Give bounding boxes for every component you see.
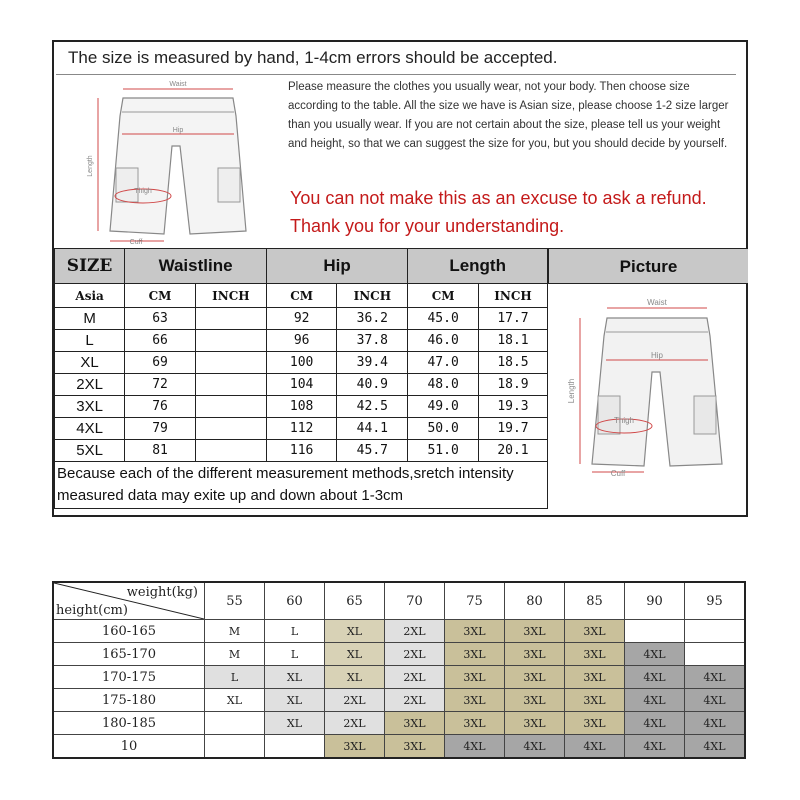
- size-suggestion: 3XL: [385, 712, 445, 735]
- size-table: [54, 248, 548, 509]
- size-suggestion: 4XL: [625, 643, 685, 666]
- hip-label: Hip: [172, 127, 184, 134]
- thigh-label: Thigh: [134, 188, 152, 195]
- size-suggestion: 2XL: [385, 620, 445, 643]
- size-suggestion: [205, 735, 265, 759]
- size-suggestion: XL: [265, 666, 325, 689]
- refund-line-2: Thank you for your understanding.: [290, 216, 565, 236]
- size-value: 72: [125, 374, 196, 396]
- size-suggestion: L: [265, 643, 325, 666]
- size-label: 2XL: [55, 374, 125, 396]
- size-value: [195, 418, 266, 440]
- size-row: [55, 418, 548, 440]
- size-value: 20.1: [478, 440, 547, 462]
- size-value: 112: [266, 418, 336, 440]
- fit-row: [53, 712, 745, 735]
- col-waistline: Waistline: [125, 249, 267, 284]
- size-value: 45.0: [408, 308, 479, 330]
- size-suggestion: XL: [325, 620, 385, 643]
- height-axis-label: height(cm): [56, 603, 128, 618]
- size-suggestion: 3XL: [505, 643, 565, 666]
- size-row: [55, 330, 548, 352]
- size-value: 17.7: [478, 308, 547, 330]
- size-suggestion: [265, 735, 325, 759]
- size-suggestion: 4XL: [685, 689, 746, 712]
- size-label: 4XL: [55, 418, 125, 440]
- size-suggestion: 3XL: [385, 735, 445, 759]
- thigh-label: Thigh: [613, 416, 635, 425]
- weight-header: 80: [505, 582, 565, 620]
- size-row: [55, 374, 548, 396]
- weight-header: 65: [325, 582, 385, 620]
- sub-hip-cm: CM: [266, 284, 336, 308]
- size-suggestion: XL: [325, 643, 385, 666]
- size-suggestion: 4XL: [445, 735, 505, 759]
- size-suggestion: [685, 620, 746, 643]
- weight-header: 95: [685, 582, 746, 620]
- size-suggestion: 3XL: [565, 620, 625, 643]
- size-value: 49.0: [408, 396, 479, 418]
- weight-header: 85: [565, 582, 625, 620]
- size-suggestion: 3XL: [445, 712, 505, 735]
- size-suggestion: [685, 643, 746, 666]
- size-value: 46.0: [408, 330, 479, 352]
- size-suggestion: 4XL: [565, 735, 625, 759]
- size-value: 50.0: [408, 418, 479, 440]
- height-range: 175-180: [53, 689, 205, 712]
- fit-row: [53, 620, 745, 643]
- size-value: 100: [266, 352, 336, 374]
- size-value: 81: [125, 440, 196, 462]
- height-range: 165-170: [53, 643, 205, 666]
- size-suggestion: M: [205, 643, 265, 666]
- size-value: 18.5: [478, 352, 547, 374]
- shorts-diagram: [68, 76, 278, 246]
- size-suggestion: 2XL: [385, 689, 445, 712]
- size-value: [195, 440, 266, 462]
- length-label: Length: [87, 155, 94, 177]
- size-suggestion: 3XL: [445, 689, 505, 712]
- size-value: [195, 308, 266, 330]
- sub-asia: Asia: [55, 284, 125, 308]
- refund-warning: [290, 184, 750, 240]
- shorts-diagram-large: [562, 296, 742, 476]
- size-value: 51.0: [408, 440, 479, 462]
- waist-label: Waist: [169, 81, 187, 88]
- size-value: 18.1: [478, 330, 547, 352]
- weight-header: 70: [385, 582, 445, 620]
- size-value: 37.8: [337, 330, 408, 352]
- size-suggestion: 4XL: [625, 666, 685, 689]
- size-value: 45.7: [337, 440, 408, 462]
- weight-header: 90: [625, 582, 685, 620]
- size-footnote: Because each of the different measurement methods,sretch intensity measured data may exite up and down about 1-3cm: [55, 462, 548, 509]
- fit-row: [53, 689, 745, 712]
- size-suggestion: 4XL: [685, 735, 746, 759]
- length-label: Length: [567, 378, 576, 404]
- size-suggestion: 4XL: [505, 735, 565, 759]
- cuff-label: Cuff: [610, 469, 626, 476]
- size-label: 3XL: [55, 396, 125, 418]
- size-value: 18.9: [478, 374, 547, 396]
- size-row: [55, 440, 548, 462]
- height-range: 10: [53, 735, 205, 759]
- size-label: XL: [55, 352, 125, 374]
- size-value: 104: [266, 374, 336, 396]
- size-suggestion: L: [265, 620, 325, 643]
- size-suggestion: 4XL: [685, 712, 746, 735]
- size-value: 69: [125, 352, 196, 374]
- weight-header: 75: [445, 582, 505, 620]
- weight-axis-label: weight(kg): [126, 585, 198, 600]
- size-suggestion: 4XL: [685, 666, 746, 689]
- weight-header: 55: [205, 582, 265, 620]
- size-suggestion: 2XL: [385, 666, 445, 689]
- col-length: Length: [408, 249, 548, 284]
- size-suggestion: 3XL: [445, 666, 505, 689]
- size-suggestion: 3XL: [445, 620, 505, 643]
- cuff-label: Cuff: [129, 239, 143, 246]
- hip-label: Hip: [650, 351, 664, 360]
- size-row: [55, 396, 548, 418]
- size-suggestion: [205, 712, 265, 735]
- size-suggestion: 3XL: [565, 643, 625, 666]
- size-value: 42.5: [337, 396, 408, 418]
- col-size: SIZE: [55, 249, 125, 284]
- size-value: 47.0: [408, 352, 479, 374]
- fit-rows: [53, 620, 745, 759]
- size-value: 44.1: [337, 418, 408, 440]
- corner-cell: [53, 582, 205, 620]
- size-value: 48.0: [408, 374, 479, 396]
- size-suggestion: 3XL: [445, 643, 505, 666]
- size-label: 5XL: [55, 440, 125, 462]
- size-value: [195, 352, 266, 374]
- size-value: 36.2: [337, 308, 408, 330]
- size-suggestion: 4XL: [625, 712, 685, 735]
- size-suggestion: XL: [265, 689, 325, 712]
- measurement-note: The size is measured by hand, 1-4cm errors should be accepted.: [68, 48, 558, 67]
- size-suggestion: XL: [205, 689, 265, 712]
- height-range: 160-165: [53, 620, 205, 643]
- size-value: 79: [125, 418, 196, 440]
- size-value: [195, 330, 266, 352]
- sub-len-cm: CM: [408, 284, 479, 308]
- fit-row: [53, 666, 745, 689]
- sub-waist-cm: CM: [125, 284, 196, 308]
- size-suggestion: 3XL: [505, 666, 565, 689]
- size-suggestion: XL: [325, 666, 385, 689]
- waist-label: Waist: [647, 298, 667, 307]
- size-suggestion: L: [205, 666, 265, 689]
- measure-instructions: Please measure the clothes you usually wear, not your body. Then choose size according to the table. All the size we have is Asian size, please choose 1-2 size larger than you usually wear. If you are not certain about the size, please tell us your weight and height, so that we can suggest the size for you, but you should decide by yourself.: [288, 81, 729, 150]
- size-suggestion: 3XL: [505, 712, 565, 735]
- size-suggestion: 4XL: [625, 689, 685, 712]
- weight-header: 60: [265, 582, 325, 620]
- size-value: 116: [266, 440, 336, 462]
- fit-row: [53, 643, 745, 666]
- col-picture: Picture: [548, 248, 748, 284]
- size-value: 19.3: [478, 396, 547, 418]
- size-suggestion: 3XL: [505, 689, 565, 712]
- size-suggestion: M: [205, 620, 265, 643]
- size-value: 92: [266, 308, 336, 330]
- size-suggestion: 2XL: [385, 643, 445, 666]
- sub-len-inch: INCH: [478, 284, 547, 308]
- col-hip: Hip: [266, 249, 407, 284]
- size-suggestion: 2XL: [325, 712, 385, 735]
- size-suggestion: [625, 620, 685, 643]
- size-value: 66: [125, 330, 196, 352]
- size-value: 39.4: [337, 352, 408, 374]
- height-weight-table: [52, 581, 746, 759]
- height-range: 170-175: [53, 666, 205, 689]
- refund-line-1: You can not make this as an excuse to ask a refund.: [290, 188, 707, 208]
- size-row: [55, 308, 548, 330]
- size-value: 76: [125, 396, 196, 418]
- size-label: M: [55, 308, 125, 330]
- size-suggestion: 3XL: [565, 712, 625, 735]
- size-value: 19.7: [478, 418, 547, 440]
- size-value: [195, 374, 266, 396]
- size-suggestion: 4XL: [625, 735, 685, 759]
- size-suggestion: XL: [265, 712, 325, 735]
- size-value: 40.9: [337, 374, 408, 396]
- size-row: [55, 352, 548, 374]
- size-value: 96: [266, 330, 336, 352]
- size-label: L: [55, 330, 125, 352]
- size-value: [195, 396, 266, 418]
- fit-row: [53, 735, 745, 759]
- sub-hip-inch: INCH: [337, 284, 408, 308]
- sub-waist-inch: INCH: [195, 284, 266, 308]
- size-suggestion: 3XL: [505, 620, 565, 643]
- size-chart: [52, 40, 748, 517]
- size-value: 108: [266, 396, 336, 418]
- size-suggestion: 3XL: [565, 689, 625, 712]
- height-range: 180-185: [53, 712, 205, 735]
- size-suggestion: 3XL: [565, 666, 625, 689]
- size-suggestion: 2XL: [325, 689, 385, 712]
- size-value: 63: [125, 308, 196, 330]
- size-suggestion: 3XL: [325, 735, 385, 759]
- divider: [56, 74, 736, 75]
- size-rows: [55, 308, 548, 462]
